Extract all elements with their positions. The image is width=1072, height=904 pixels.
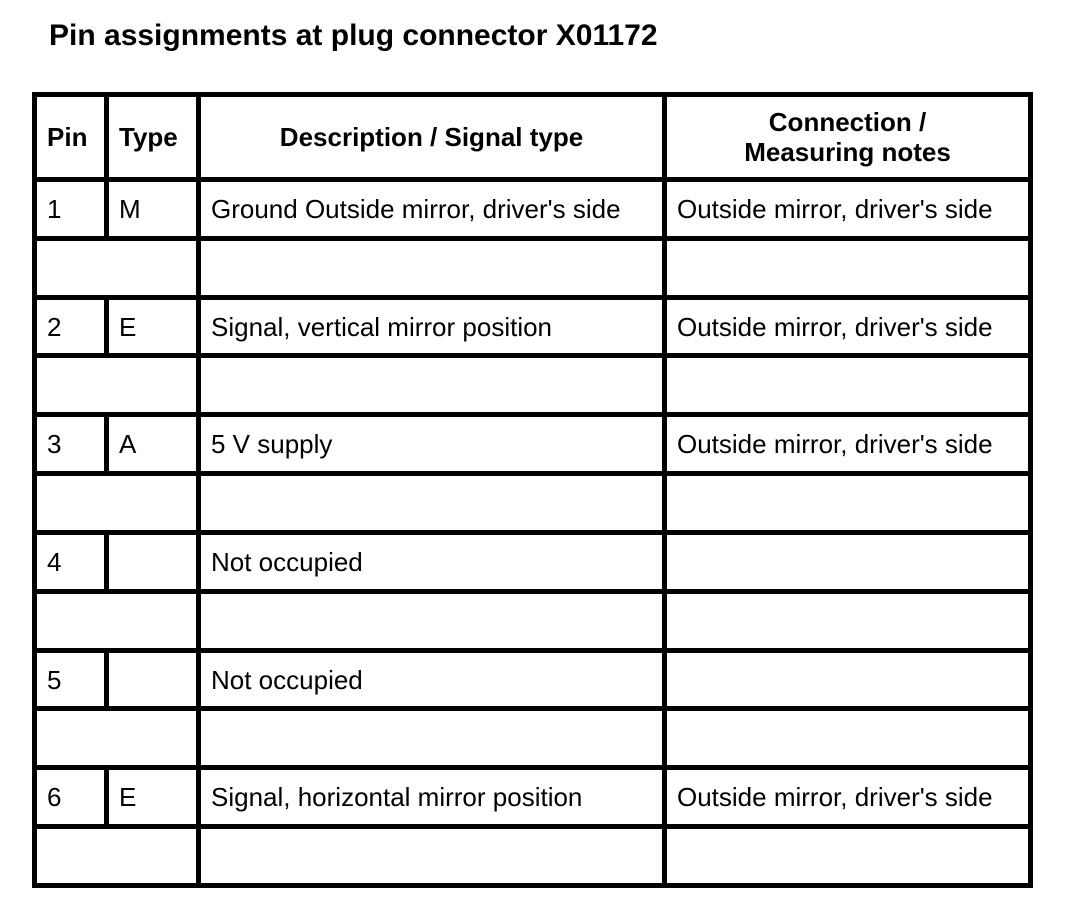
spacer-cell bbox=[35, 709, 199, 768]
spacer-cell bbox=[199, 474, 665, 533]
spacer-cell bbox=[35, 591, 199, 650]
cell-pin: 6 bbox=[35, 768, 107, 827]
table-spacer-row bbox=[35, 591, 1031, 650]
spacer-cell bbox=[35, 356, 199, 415]
cell-pin: 3 bbox=[35, 415, 107, 474]
page-title: Pin assignments at plug connector X01172 bbox=[49, 19, 658, 52]
cell-description: Signal, horizontal mirror position bbox=[199, 768, 665, 827]
header-description: Description / Signal type bbox=[199, 95, 665, 180]
cell-pin: 5 bbox=[35, 650, 107, 709]
pin-assignment-table bbox=[32, 92, 1033, 888]
header-type: Type bbox=[107, 95, 199, 180]
table-row bbox=[35, 180, 1031, 239]
table-body bbox=[35, 180, 1031, 886]
table-row bbox=[35, 650, 1031, 709]
cell-type: E bbox=[107, 768, 199, 827]
cell-type bbox=[107, 532, 199, 591]
cell-pin: 4 bbox=[35, 532, 107, 591]
cell-type: M bbox=[107, 180, 199, 239]
header-notes-line1: Connection / bbox=[768, 107, 927, 137]
spacer-cell bbox=[199, 827, 665, 886]
spacer-cell bbox=[35, 827, 199, 886]
spacer-cell bbox=[665, 827, 1031, 886]
cell-notes bbox=[665, 532, 1031, 591]
spacer-cell bbox=[199, 591, 665, 650]
header-connection-notes bbox=[665, 95, 1031, 180]
cell-description: Ground Outside mirror, driver's side bbox=[199, 180, 665, 239]
cell-pin: 2 bbox=[35, 297, 107, 356]
spacer-cell bbox=[665, 238, 1031, 297]
spacer-cell bbox=[665, 474, 1031, 533]
table-spacer-row bbox=[35, 356, 1031, 415]
cell-description: Signal, vertical mirror position bbox=[199, 297, 665, 356]
cell-notes: Outside mirror, driver's side bbox=[665, 180, 1031, 239]
spacer-cell bbox=[199, 356, 665, 415]
spacer-cell bbox=[665, 709, 1031, 768]
table-row bbox=[35, 532, 1031, 591]
table-row bbox=[35, 768, 1031, 827]
cell-description: Not occupied bbox=[199, 532, 665, 591]
cell-type: A bbox=[107, 415, 199, 474]
spacer-cell bbox=[199, 709, 665, 768]
spacer-cell bbox=[199, 238, 665, 297]
cell-notes: Outside mirror, driver's side bbox=[665, 415, 1031, 474]
table-spacer-row bbox=[35, 709, 1031, 768]
cell-description: 5 V supply bbox=[199, 415, 665, 474]
spacer-cell bbox=[665, 356, 1031, 415]
cell-notes: Outside mirror, driver's side bbox=[665, 768, 1031, 827]
cell-type bbox=[107, 650, 199, 709]
table-spacer-row bbox=[35, 474, 1031, 533]
table-row bbox=[35, 415, 1031, 474]
table-spacer-row bbox=[35, 238, 1031, 297]
table-row bbox=[35, 297, 1031, 356]
spacer-cell bbox=[35, 238, 199, 297]
table-header-row bbox=[35, 95, 1031, 180]
cell-description: Not occupied bbox=[199, 650, 665, 709]
spacer-cell bbox=[35, 474, 199, 533]
cell-pin: 1 bbox=[35, 180, 107, 239]
cell-type: E bbox=[107, 297, 199, 356]
header-notes-line2: Measuring notes bbox=[744, 137, 951, 167]
spacer-cell bbox=[665, 591, 1031, 650]
header-pin: Pin bbox=[35, 95, 107, 180]
table-spacer-row bbox=[35, 827, 1031, 886]
cell-notes bbox=[665, 650, 1031, 709]
cell-notes: Outside mirror, driver's side bbox=[665, 297, 1031, 356]
